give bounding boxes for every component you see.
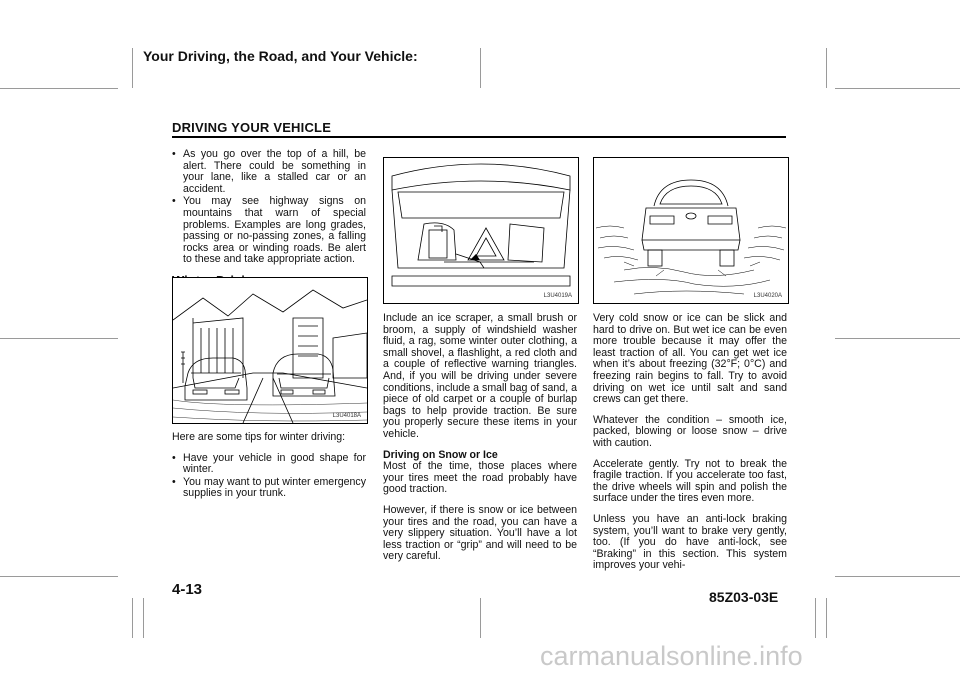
header-rule xyxy=(172,136,786,138)
running-head: Your Driving, the Road, and Your Vehicle: xyxy=(143,48,418,64)
document-code: 85Z03-03E xyxy=(709,589,779,605)
figure-label: L3U4019A xyxy=(543,293,572,299)
page-number: 4-13 xyxy=(172,581,203,598)
figure-label: L3U4018A xyxy=(332,413,361,419)
paragraph: However, if there is snow or ice between your tires and the road, you can have a very slippery situation. You’ll have a lot less traction or “grip” and will need to be very careful. xyxy=(383,503,577,563)
paragraph: Most of the time, those places where your tires meet the road probably have good traction. xyxy=(383,460,577,496)
car-on-ice-illustration xyxy=(594,158,788,303)
list-item: • As you go over the top of a hill, be alert. There could be something in your lane, like a stalled car or an accident. xyxy=(172,149,366,195)
winter-road-illustration xyxy=(173,278,367,423)
subheading-snow-ice: Driving on Snow or Ice xyxy=(383,448,498,461)
paragraph: Unless you have an anti-lock braking system, you’ll want to brake very gently, too. (If you do have anti-lock, see “Braking” in this section. This system improves your vehi- xyxy=(593,512,787,572)
list-item: • Have your vehicle in good shape for winter. xyxy=(172,453,366,476)
list-item: • You may see highway signs on mountains that warn of special problems. Examples are long grades, passing or no-passing zones, a falling rocks area or winding roads. Be alert to these and take appropriate action. xyxy=(172,196,366,266)
paragraph: Accelerate gently. Try not to break the fragile traction. If you accelerate too fast, the drive wheels will spin and polish the surface under the tires even more. xyxy=(593,457,787,505)
column-3 xyxy=(593,313,787,581)
section-title: DRIVING YOUR VEHICLE xyxy=(172,120,332,135)
list-item: • You may want to put winter emergency supplies in your trunk. xyxy=(172,477,366,500)
trunk-illustration xyxy=(384,158,578,303)
bullet-list-winter xyxy=(172,453,366,500)
column-1-lower xyxy=(172,432,366,509)
paragraph: Very cold snow or ice can be slick and hard to drive on. But wet ice can be even more trouble because it may offer the least traction of all. You can get wet ice when it’s about freezing (32°F; 0°C) and freezing rain begins to fall. Try to avoid driving on wet ice until salt and sand crews can get there. xyxy=(593,312,787,406)
paragraph: Include an ice scraper, a small brush or broom, a supply of windshield washer fluid, a rag, some winter outer clothing, a small shovel, a flashlight, a red cloth and a couple of reflective warning triangles. And, if you will be driving under severe conditions, include a small bag of sand, a piece of old carpet or a couple of burlap bags to help provide traction. Be sure you properly secure these items in your vehicle. xyxy=(383,312,577,440)
column-2 xyxy=(383,313,577,572)
figure-winter-road xyxy=(172,277,368,424)
intro-text: Here are some tips for winter driving: xyxy=(172,431,346,443)
figure-trunk-supplies xyxy=(383,157,579,304)
watermark: carmanualsonline.info xyxy=(540,641,803,671)
figure-label: L3U4020A xyxy=(753,293,782,299)
paragraph: Whatever the condition – smooth ice, packed, blowing or loose snow – drive with caution. xyxy=(593,413,787,449)
figure-car-on-ice xyxy=(593,157,789,304)
bullet-list-hill xyxy=(172,149,366,266)
